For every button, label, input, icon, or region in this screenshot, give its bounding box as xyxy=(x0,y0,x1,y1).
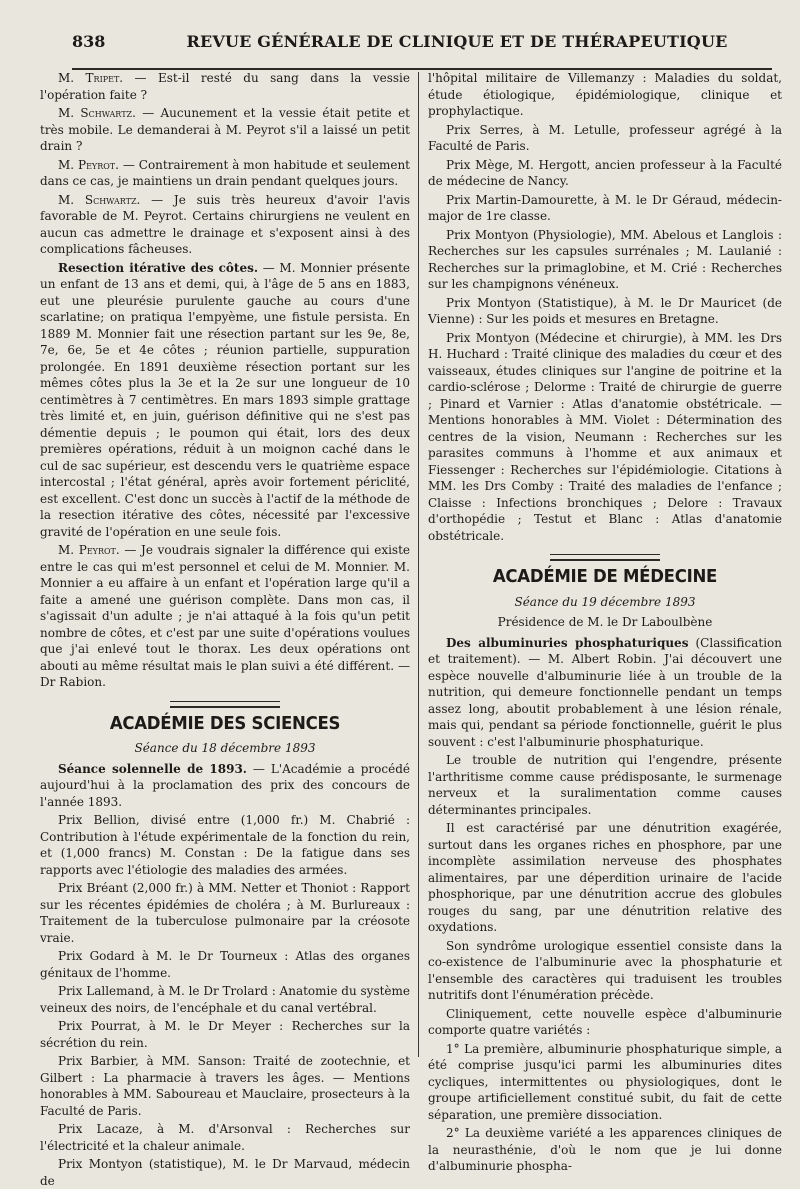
paragraph: Resection itérative des côtes. — M. Monnier présente un enfant de 13 ans et demi, qui, à l'âge de 5 ans en 1883, eut une pleurésie purulente gauche au cours d'une scarlatine; on pratiqua l'empyème, une fistule persista. En 1889 M. Monnier fait une résection partant sur les 9e, 8e, 7e, 6e, 5e et 4e côtes ; réunion partielle, suppuration prolongée. En 1891 deuxième résection portant sur les mêmes côtes plus la 3e et la 2e sur une longueur de 10 centimètres à 7 centimètres. En mars 1893 simple grattage très limité et, en juin, guérison définitive qui ne s'est pas démentie depuis ; le poumon qui était, lors des deux premières opérations, réduit à un moignon caché dans le cul de sac supérieur, est descendu vers le quatrième espace intercostal ; l'état général, après avoir fortement périclité, est excellent. C'est donc un succès à l'actif de la méthode de la resection itérative des côtes, nécessité par l'excessive gravité de l'opération en une seule fois. xyxy=(40,260,410,539)
seance-date: Séance du 19 décembre 1893 xyxy=(514,594,696,609)
page-number: 838 xyxy=(72,32,106,51)
section-heading: ACADÉMIE DE MÉDECINE xyxy=(492,566,718,587)
prize-entry: Prix Serres, à M. Letulle, professeur agrégé à la Faculté de Paris. xyxy=(428,122,782,153)
prize-entry: Prix Bellion, divisé entre (1,000 fr.) M. Chabrié : Contribution à l'étude expérimentale de la fonction du rein, et (1,000 francs) M. Constan : De la fatigue dans ses rapports avec l'étiologie des maladies des armées. xyxy=(40,813,410,877)
prize-entry: Prix Montyon (Physiologie), MM. Abelous et Langlois : Recherches sur les capsules surrénales ; M. Laulanié : Recherches sur la primaglobine, et M. Crié : Recherches sur les champignons vénéneux. xyxy=(428,227,782,291)
prize-entry: Prix Lallemand, à M. le Dr Trolard : Anatomie du système veineux des noirs, de l'encéphale et du canal vertébral. xyxy=(40,984,411,1015)
seance-date: Séance du 18 décembre 1893 xyxy=(134,741,316,755)
presidence: Présidence de M. le Dr Laboulbène xyxy=(497,615,713,629)
section-heading: ACADÉMIE DES SCIENCES xyxy=(109,712,341,734)
paragraph: M. Schwartz. — Aucunement et la vessie était petite et très mobile. Le demanderai à M. Peyrot s'il a laissé un petit drain ? xyxy=(40,106,410,153)
paragraph: Des albuminuries phosphaturiques (Classification et traitement). — M. Albert Robin. J'ai découvert une espèce nouvelle d'albuminurie liée à un trouble de la nutrition, qui demeure fonctionnelle pendant un temps assez long, aboutit probablement à une lésion rénale, mais qui, pendant sa période fonctionnelle, guérit le plus souvent : c'est l'albuminurie phosphaturique. xyxy=(428,635,782,749)
paragraph: Séance solennelle de 1893. — L'Académie a procédé aujourd'hui à la proclamation des prix des concours de l'année 1893. xyxy=(40,761,410,809)
column-divider xyxy=(418,72,419,1057)
paragraph: Cliniquement, cette nouvelle espèce d'albuminurie comporte quatre variétés : xyxy=(428,1006,782,1037)
section-rule xyxy=(550,554,660,561)
prize-entry: Prix Godard à M. le Dr Tourneux : Atlas des organes génitaux de l'homme. xyxy=(40,949,410,980)
prize-entry: Prix Lacaze, à M. d'Arsonval : Recherches sur l'électricité et la chaleur animale. xyxy=(40,1122,410,1153)
prize-entry: Prix Montyon (Statistique), à M. le Dr Mauricet (de Vienne) : Sur les poids et mesures en Bretagne. xyxy=(428,295,782,326)
running-title: REVUE GÉNÉRALE DE CLINIQUE ET DE THÉRAPEUTIQUE xyxy=(186,32,728,51)
prize-entry: Prix Montyon (statistique), M. le Dr Marvaud, médecin de xyxy=(40,1157,410,1188)
prize-entry: Prix Bréant (2,000 fr.) à MM. Netter et Thoniot : Rapport sur les récentes épidémies de choléra ; à M. Burlureaux : Traitement de la tuberculose pulmonaire par la créosote vraie. xyxy=(40,881,410,945)
paragraph: M. Peyrot. — Je voudrais signaler la différence qui existe entre le cas qui m'est personnel et celui de M. Monnier. M. Monnier a eu affaire à un enfant et l'opération large qu'il a faite a amené une guérison complète. Dans mon cas, il s'agissait d'un adulte ; je n'ai attaqué à la fois qu'un petit nombre de côtes, et c'est par une suite d'opérations voulues que j'ai enlevé tout le thorax. Les deux opérations ont abouti au même résultat mais le plan suivi a été différent. — Dr Rabion. xyxy=(40,543,411,689)
prize-entry: Prix Barbier, à MM. Sanson: Traité de zootechnie, et Gilbert : La pharmacie à travers les âges. — Mentions honorables à MM. Saboureau et Mauclaire, prosecteurs à la Faculté de Paris. xyxy=(40,1054,410,1118)
prize-entry: Prix Mège, M. Hergott, ancien professeur à la Faculté de médecine de Nancy. xyxy=(428,157,782,188)
paragraph: M. Peyrot. — Contrairement à mon habitude et seulement dans ce cas, je maintiens un drain pendant quelques jours. xyxy=(40,157,410,188)
paragraph: Il est caractérisé par une dénutrition exagérée, surtout dans les organes riches en phosphore, par une incomplète assimilation nerveuse des phosphates alimentaires, par une déperdition urinaire de l'acide phosphorique, par une dénutrition accrue des globules rouges du sang, par une dénutrition relative des oxydations. xyxy=(428,821,782,934)
prize-entry: Prix Montyon (Médecine et chirurgie), à MM. les Drs H. Huchard : Traité clinique des maladies du cœur et des vaisseaux, études cliniques sur l'angine de poitrine et la cardio-sclérose ; Delorme : Traité de chirurgie de guerre ; Pinard et Varnier : Atlas d'anatomie obstétricale. — Mentions honorables à MM. Violet : Détermination des centres de la vision, Neumann : Recherches sur les parasites communs à l'homme et aux animaux et Fiessenger : Recherches sur l'épidémiologie. Citations à MM. les Drs Comby : Traité des maladies de l'enfance ; Claisse : Infections bronchiques ; Delore : Travaux d'orthopédie ; Testut et Blanc : Atlas d'anatomie obstétricale. xyxy=(428,330,782,543)
paragraph: M. Schwartz. — Je suis très heureux d'avoir l'avis favorable de M. Peyrot. Certains chirurgiens ne veulent en aucun cas admettre le drainage et s'exposent ainsi à des complications fâcheuses. xyxy=(40,192,410,256)
right-column xyxy=(428,70,782,1173)
prize-entry: Prix Pourrat, à M. le Dr Meyer : Recherches sur la sécrétion du rein. xyxy=(40,1019,410,1050)
paragraph: Le trouble de nutrition qui l'engendre, présente l'arthritisme comme cause prédisposante, le surmenage nerveux et la suralimentation comme causes déterminantes principales. xyxy=(428,753,782,817)
prize-entry: l'hôpital militaire de Villemanzy : Maladies du soldat, étude étiologique, épidémiologique, clinique et prophylactique. xyxy=(428,71,782,118)
page-header xyxy=(72,24,772,70)
left-column xyxy=(40,70,411,1188)
paragraph: 1° La première, albuminurie phosphaturique simple, a été comprise jusqu'ici parmi les albuminuries dites cycliques, intermittentes ou physiologiques, dont le groupe artificiellement constitué subit, du fait de cette séparation, une première dissociation. xyxy=(428,1041,782,1122)
paragraph: M. Tripet. — Est-il resté du sang dans la vessie l'opération faite ? xyxy=(40,71,410,102)
section-rule xyxy=(170,701,280,708)
paragraph: 2° La deuxième variété a les apparences cliniques de la neurasthénie, d'où le nom que je lui donne d'albuminurie phospha- xyxy=(428,1126,782,1173)
prize-entry: Prix Martin-Damourette, à M. le Dr Géraud, médecin-major de 1re classe. xyxy=(428,192,782,223)
paragraph: Son syndrôme urologique essentiel consiste dans la co-existence de l'albuminurie avec la phosphaturie et l'ensemble des caractères qui traduisent les troubles nutritifs dont l'énumération précède. xyxy=(428,938,782,1002)
